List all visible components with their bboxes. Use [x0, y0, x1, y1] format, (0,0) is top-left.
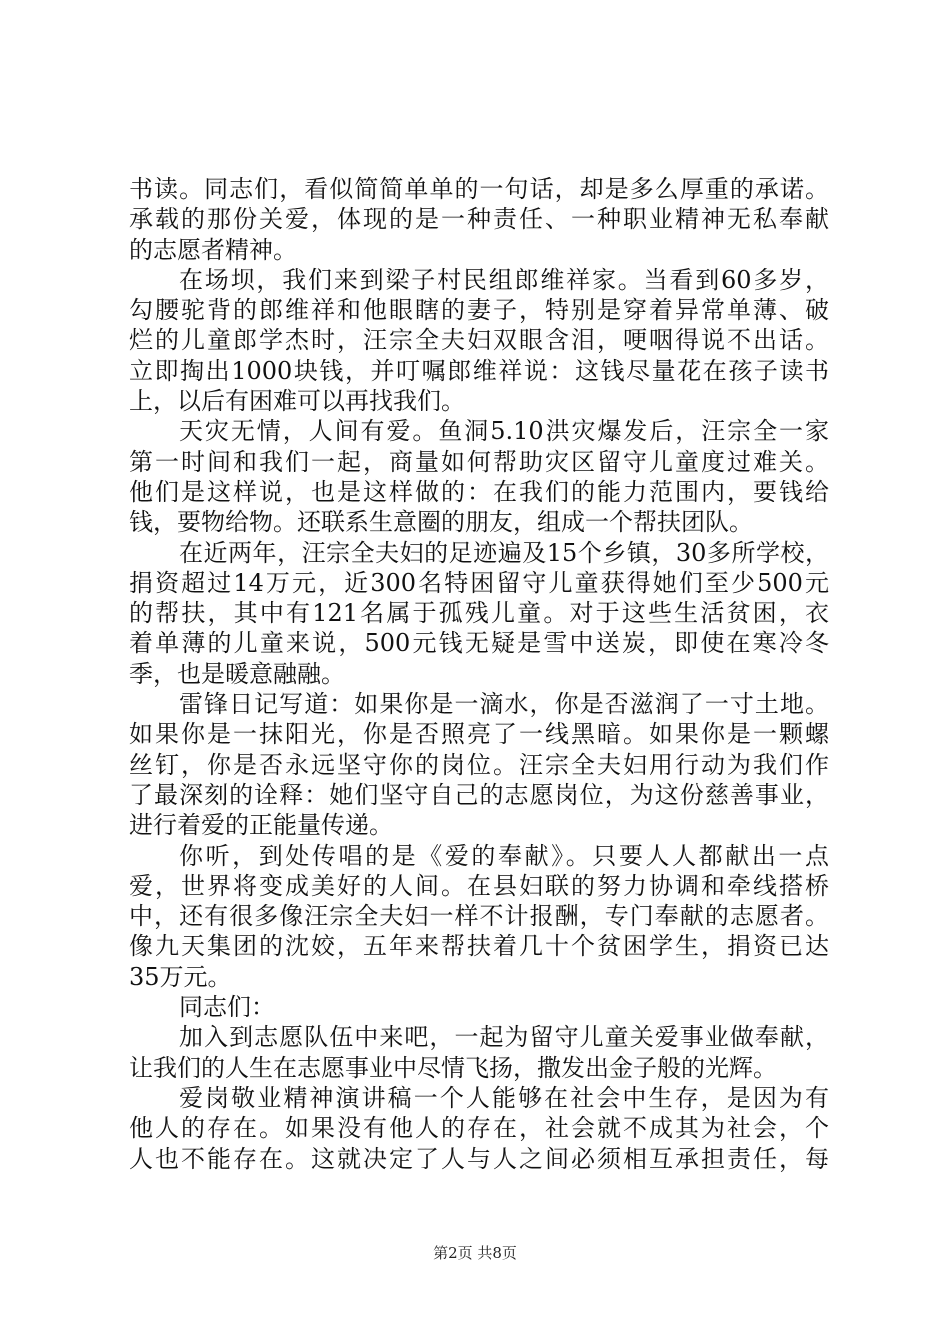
text-line: 35万元。: [129, 962, 232, 991]
text-line: 加入到志愿队伍中来吧，一起为留守儿童关爱事业做奉献，: [179, 1023, 829, 1052]
text-line: 如果你是一抹阳光，你是否照亮了一线黑暗。如果你是一颗螺: [129, 720, 829, 749]
text-line: 同志们：: [179, 993, 275, 1022]
text-line: 进行着爱的正能量传递。: [129, 811, 393, 840]
text-line: 在近两年，汪宗全夫妇的足迹遍及15个乡镇，30多所学校，: [179, 538, 829, 567]
text-line: 第一时间和我们一起，商量如何帮助灾区留守儿童度过难关。: [129, 447, 829, 476]
text-line: 着单薄的儿童来说，500元钱无疑是雪中送炭，即使在寒冷冬: [129, 629, 829, 658]
text-line: 人也不能存在。这就决定了人与人之间必须相互承担责任，每: [129, 1144, 829, 1173]
text-line: 立即掏出1000块钱，并叮嘱郎维祥说：这钱尽量花在孩子读书: [129, 356, 829, 385]
text-line: 爱，世界将变成美好的人间。在县妇联的努力协调和牵线搭桥: [129, 871, 829, 900]
text-line: 了最深刻的诠释：她们坚守自己的志愿岗位，为这份慈善事业，: [129, 780, 829, 809]
text-line: 在场坝，我们来到梁子村民组郎维祥家。当看到60多岁，: [179, 265, 829, 294]
text-line: 雷锋日记写道：如果你是一滴水，你是否滋润了一寸土地。: [179, 690, 829, 719]
text-line: 爱岗敬业精神演讲稿一个人能够在社会中生存，是因为有: [179, 1083, 829, 1112]
text-line: 承载的那份关爱，体现的是一种责任、一种职业精神无私奉献: [129, 205, 829, 234]
text-line: 天灾无情，人间有爱。鱼洞5.10洪灾爆发后，汪宗全一家: [179, 417, 829, 446]
text-line: 勾腰驼背的郎维祥和他眼瞎的妻子，特别是穿着异常单薄、破: [129, 296, 829, 325]
text-line: 像九天集团的沈姣，五年来帮扶着几十个贫困学生，捐资已达: [129, 932, 829, 961]
text-line: 季，也是暖意融融。: [129, 659, 345, 688]
text-line: 中，还有很多像汪宗全夫妇一样不计报酬，专门奉献的志愿者。: [129, 902, 829, 931]
text-line: 让我们的人生在志愿事业中尽情飞扬，撒发出金子般的光辉。: [129, 1053, 777, 1082]
text-line: 上，以后有困难可以再找我们。: [129, 387, 465, 416]
text-line: 丝钉，你是否永远坚守你的岗位。汪宗全夫妇用行动为我们作: [129, 750, 829, 779]
text-line: 的志愿者精神。: [129, 235, 297, 264]
text-line: 书读。同志们，看似简简单单的一句话，却是多么厚重的承诺。: [129, 175, 829, 203]
page-number: 第2页 共8页: [433, 1244, 517, 1262]
text-line: 他们是这样说，也是这样做的：在我们的能力范围内，要钱给: [129, 477, 829, 506]
text-line: 他人的存在。如果没有他人的存在，社会就不成其为社会，个: [129, 1114, 829, 1143]
text-line: 的帮扶，其中有121名属于孤残儿童。对于这些生活贫困，衣: [129, 599, 829, 628]
text-line: 烂的儿童郎学杰时，汪宗全夫妇双眼含泪，哽咽得说不出话。: [129, 326, 829, 355]
text-line: 你听，到处传唱的是《爱的奉献》。只要人人都献出一点: [179, 841, 829, 870]
page-footer: [0, 1242, 950, 1263]
text-line: 捐资超过14万元，近300名特困留守儿童获得她们至少500元: [129, 568, 829, 597]
text-line: 钱，要物给物。还联系生意圈的朋友，组成一个帮扶团队。: [129, 508, 753, 537]
document-body: [129, 174, 829, 1174]
